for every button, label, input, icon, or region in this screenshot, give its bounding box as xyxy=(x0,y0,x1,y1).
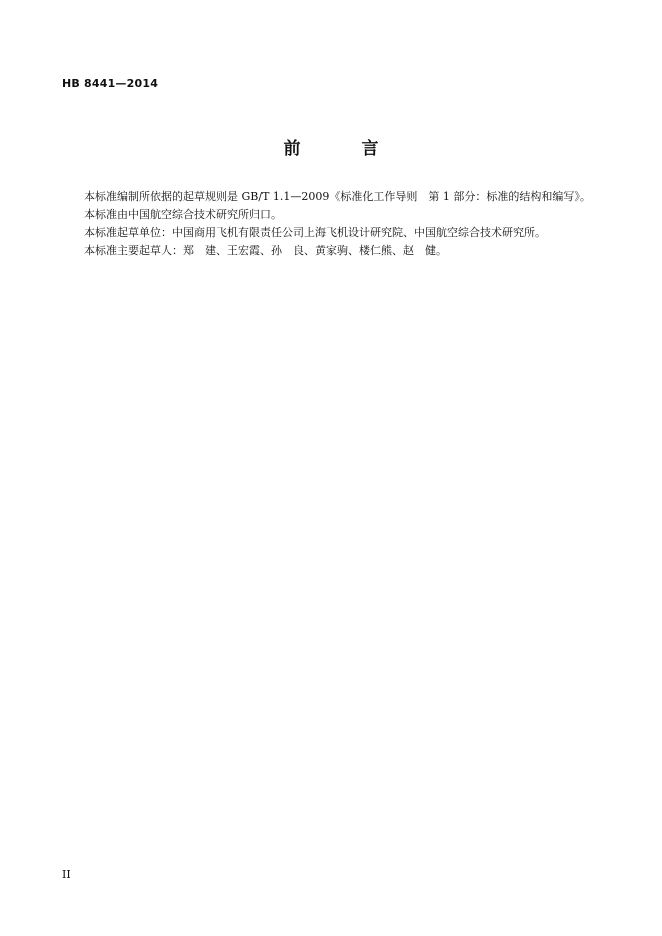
page-title: 前 言 xyxy=(283,139,401,159)
paragraph-drafting-rules: 本标准编制所依据的起草规则是 GB/T 1.1—2009《标准化工作导则 第 1 部分：标准的结构和编写》。 xyxy=(84,190,591,203)
paragraph-centralized-by: 本标准由中国航空综合技术研究所归口。 xyxy=(84,208,282,221)
document-code: HB 8441—2014 xyxy=(62,77,159,90)
body-text xyxy=(62,188,596,260)
paragraph-drafting-units: 本标准起草单位：中国商用飞机有限责任公司上海飞机设计研究院、中国航空综合技术研究所。 xyxy=(84,226,546,239)
page-number: II xyxy=(62,868,71,881)
paragraph-drafters: 本标准主要起草人：郑 建、王宏霞、孙 良、黄家驹、楼仁熊、赵 健。 xyxy=(84,244,447,257)
